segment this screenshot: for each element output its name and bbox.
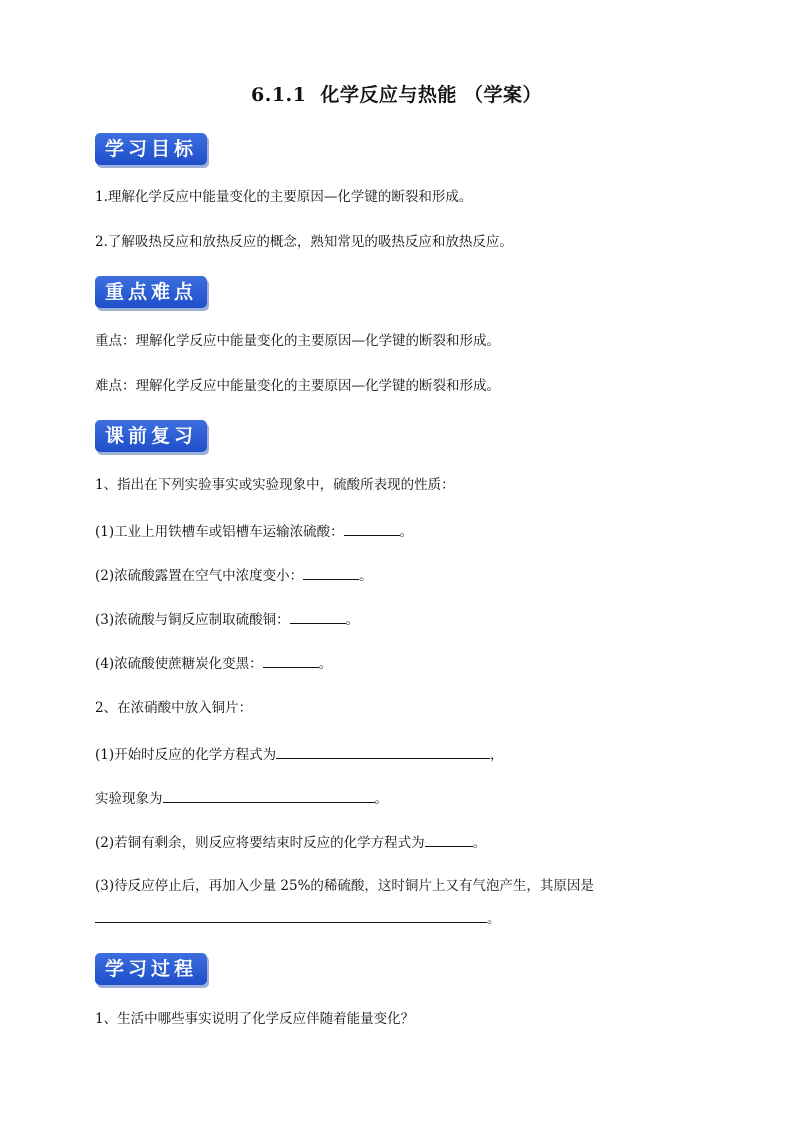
review-question-1-1: [95, 521, 413, 542]
period: 。: [399, 524, 414, 540]
question-text: (2)若铜有剩余，则反应将要结束时反应的化学方程式为: [95, 835, 425, 851]
answer-blank[interactable]: [276, 744, 490, 759]
review-question-2: 2、在浓硝酸中放入铜片：: [95, 700, 253, 716]
answer-blank[interactable]: [303, 565, 359, 580]
question-text: (4)浓硫酸使蔗糖炭化变黑：: [95, 656, 263, 672]
review-question-2-3-answer: [95, 908, 501, 929]
review-question-2-1: [95, 744, 504, 765]
answer-blank[interactable]: [425, 832, 473, 847]
period: 。: [318, 656, 333, 672]
answer-blank[interactable]: [344, 521, 400, 536]
review-question-1-2: [95, 565, 373, 586]
page-title: [0, 80, 793, 107]
review-question-1-3: [95, 609, 359, 630]
question-text: 实验现象为: [95, 791, 163, 807]
answer-blank[interactable]: [163, 788, 375, 803]
question-text: (3)浓硫酸与铜反应制取硫酸铜：: [95, 612, 290, 628]
keypoint-focus: 重点：理解化学反应中能量变化的主要原因—化学键的断裂和形成。: [95, 333, 500, 349]
answer-blank[interactable]: [290, 609, 346, 624]
comma: ，: [490, 747, 504, 763]
period: 。: [345, 612, 360, 628]
section-badge-objectives: 学习目标: [95, 133, 207, 165]
period: 。: [374, 791, 388, 807]
answer-blank[interactable]: [263, 653, 319, 668]
section-badge-review: 课前复习: [95, 420, 207, 452]
period: 。: [359, 568, 373, 584]
objective-2: 2.了解吸热反应和放热反应的概念，熟知常见的吸热反应和放热反应。: [95, 234, 513, 250]
period: 。: [487, 911, 501, 927]
answer-blank[interactable]: [95, 908, 487, 923]
review-question-1: 1、指出在下列实验事实或实验现象中，硫酸所表现的性质：: [95, 477, 455, 493]
keypoint-difficulty: 难点：理解化学反应中能量变化的主要原因—化学键的断裂和形成。: [95, 378, 500, 394]
title-number: 6.1.1: [250, 84, 307, 106]
review-question-1-4: [95, 653, 332, 674]
section-badge-keypoints: 重点难点: [95, 276, 207, 308]
review-question-2-2: [95, 832, 486, 853]
process-question-1: 1、生活中哪些事实说明了化学反应伴随着能量变化？: [95, 1011, 415, 1027]
review-question-2-1b: [95, 788, 388, 809]
question-text: (1)工业上用铁槽车或铝槽车运输浓硫酸：: [95, 524, 344, 540]
title-text: 化学反应与热能 （学案）: [320, 84, 542, 106]
review-question-2-3: (3)待反应停止后，再加入少量 25%的稀硫酸，这时铜片上又有气泡产生，其原因是: [95, 878, 594, 894]
question-text: (2)浓硫酸露置在空气中浓度变小：: [95, 568, 304, 584]
objective-1: 1.理解化学反应中能量变化的主要原因—化学键的断裂和形成。: [95, 189, 473, 205]
section-badge-process: 学习过程: [95, 953, 207, 985]
question-text: (1)开始时反应的化学方程式为: [95, 747, 277, 763]
period: 。: [472, 835, 487, 851]
